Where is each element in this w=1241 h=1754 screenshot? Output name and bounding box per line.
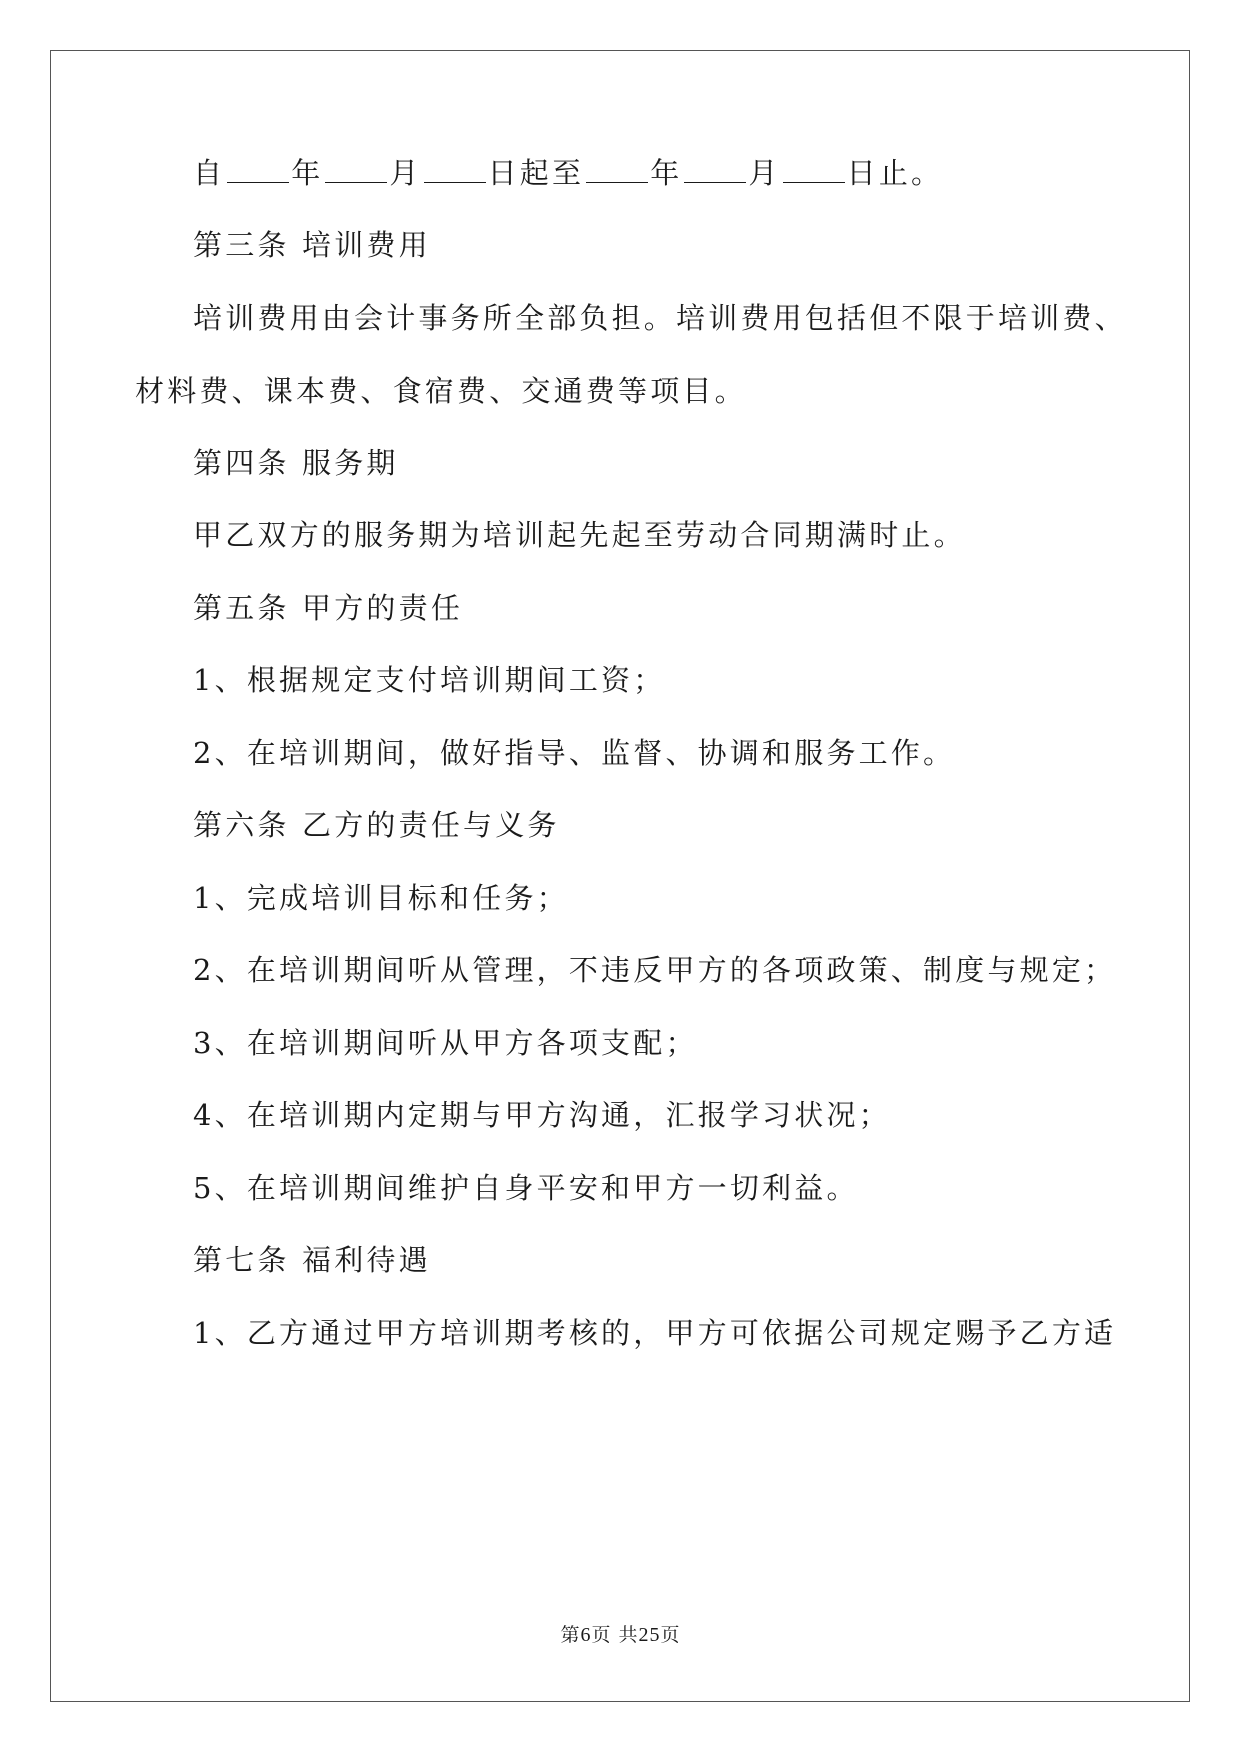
date-text: 自 — [193, 156, 226, 190]
footer-text: 页 — [660, 1624, 681, 1646]
list-item: 1、完成培训目标和任务； — [193, 881, 569, 915]
date-text: 月 — [389, 156, 422, 190]
blank-day-end — [783, 156, 845, 183]
list-item: 2、在培训期间，做好指导、监督、协调和服务工作。 — [193, 736, 956, 770]
blank-year-end — [586, 156, 648, 183]
list-item: 2、在培训期间听从管理，不违反甲方的各项政策、制度与规定； — [193, 953, 1117, 987]
date-range-line — [193, 153, 943, 193]
article-heading: 第七条 福利待遇 — [193, 1243, 431, 1277]
list-item: 5、在培训期间维护自身平安和甲方一切利益。 — [193, 1171, 859, 1205]
blank-month-start — [325, 156, 387, 183]
footer-text: 页 共 — [591, 1624, 639, 1646]
date-text: 月 — [748, 156, 781, 190]
date-text: 年 — [650, 156, 683, 190]
total-page-number: 25 — [638, 1624, 661, 1646]
current-page-number: 6 — [580, 1624, 592, 1646]
blank-day-start — [424, 156, 486, 183]
blank-year-start — [227, 156, 289, 183]
article-heading: 第三条 培训费用 — [193, 228, 431, 262]
list-item: 1、根据规定支付培训期间工资； — [193, 663, 666, 697]
list-item: 3、在培训期间听从甲方各项支配； — [193, 1026, 698, 1060]
paragraph-line: 甲乙双方的服务期为培训起先起至劳动合同期满时止。 — [193, 518, 966, 552]
list-item: 4、在培训期内定期与甲方沟通，汇报学习状况； — [193, 1098, 891, 1132]
date-text: 日起至 — [487, 156, 585, 190]
paragraph-line: 培训费用由会计事务所全部负担。培训费用包括但不限于培训费、 — [193, 301, 1127, 335]
footer-text: 第 — [560, 1624, 581, 1646]
article-heading: 第五条 甲方的责任 — [193, 591, 464, 625]
article-heading: 第四条 服务期 — [193, 446, 399, 480]
paragraph-line: 材料费、课本费、食宿费、交通费等项目。 — [135, 374, 747, 408]
date-text: 年 — [291, 156, 324, 190]
article-heading: 第六条 乙方的责任与义务 — [193, 808, 560, 842]
page-footer — [0, 1620, 1241, 1647]
blank-month-end — [684, 156, 746, 183]
date-text: 日止。 — [846, 156, 944, 190]
list-item: 1、乙方通过甲方培训期考核的，甲方可依据公司规定赐予乙方适 — [193, 1316, 1117, 1350]
